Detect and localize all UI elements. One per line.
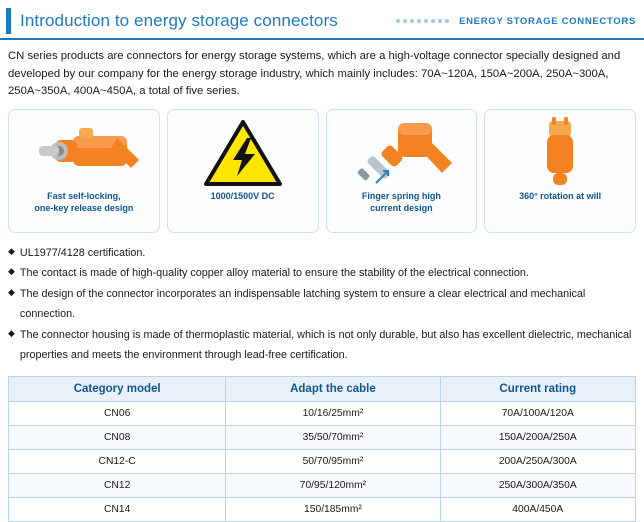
page-header — [0, 4, 644, 38]
bullet-text: The design of the connector incorporates an indispensable latching system to ensure a clear electrical and mechanical connection. — [19, 287, 586, 320]
feature-bullet-list — [0, 233, 644, 370]
table-header-cell: Current rating — [440, 376, 635, 401]
table-header-cell: Category model — [9, 376, 226, 401]
feature-card-caption — [356, 190, 447, 214]
feature-card-caption — [28, 190, 139, 214]
spec-table — [8, 376, 636, 522]
bullet-item — [8, 284, 634, 325]
feature-caption-line2: one-key release design — [34, 202, 134, 213]
table-header-row — [9, 376, 636, 401]
high-voltage-warning-icon — [168, 116, 318, 190]
feature-card-caption — [513, 190, 607, 202]
table-cell-current: 70A/100A/120A — [440, 401, 635, 425]
connector-orange-angled-icon — [9, 116, 159, 190]
header-accent-bar — [6, 8, 11, 34]
header-subtitle: ENERGY STORAGE CONNECTORS — [459, 15, 636, 27]
diamond-bullet-icon: ◆ — [8, 327, 15, 338]
diamond-bullet-icon: ◆ — [8, 286, 15, 297]
table-cell-model: CN12 — [9, 473, 226, 497]
page-root — [0, 4, 644, 515]
table-cell-current: 200A/250A/300A — [440, 449, 635, 473]
table-cell-cable: 150/185mm² — [226, 497, 440, 521]
bullet-text: The contact is made of high-quality copper alloy material to ensure the stability of the electrical connection. — [19, 267, 529, 279]
feature-card — [8, 109, 160, 233]
connector-spring-contact-icon — [327, 116, 477, 190]
page-title: Introduction to energy storage connectors — [20, 11, 338, 30]
table-row — [9, 497, 636, 521]
feature-card — [326, 109, 478, 233]
feature-caption-line1: 1000/1500V DC — [210, 190, 275, 201]
bullet-text: The connector housing is made of thermoplastic material, which is not only durable, but also has excellent dielectric, mechanical properties and meets the environment through lead-free certification. — [19, 328, 632, 361]
table-cell-current: 400A/450A — [440, 497, 635, 521]
table-cell-model: CN08 — [9, 425, 226, 449]
table-row — [9, 425, 636, 449]
table-cell-current: 150A/200A/250A — [440, 425, 635, 449]
intro-paragraph: CN series products are connectors for energy storage systems, which are a high-voltage connector specially designed and developed by our company for the energy storage industry, which mainly includes: 70A~120A, 150A~200A, 250A~300A, 250A~350A, 400A~450A, a total of five series. — [8, 50, 621, 97]
feature-card — [484, 109, 636, 233]
table-cell-current: 250A/300A/350A — [440, 473, 635, 497]
table-cell-model: CN14 — [9, 497, 226, 521]
table-row — [9, 401, 636, 425]
table-cell-cable: 10/16/25mm² — [226, 401, 440, 425]
bullet-text: UL1977/4128 certification. — [19, 246, 146, 259]
diamond-bullet-icon: ◆ — [8, 245, 15, 256]
feature-card-caption — [205, 190, 281, 202]
diamond-bullet-icon: ◆ — [8, 266, 15, 276]
table-header-cell: Adapt the cable — [226, 376, 440, 401]
spec-table-wrapper — [0, 370, 644, 522]
dot-separator-icon — [396, 19, 449, 23]
feature-caption-line2: current design — [370, 202, 433, 213]
feature-card — [167, 109, 319, 233]
feature-caption-line1: Finger spring high — [361, 190, 441, 201]
feature-caption-line1: 360° rotation at will — [519, 190, 602, 201]
table-cell-model: CN06 — [9, 401, 226, 425]
bullet-item — [8, 263, 634, 284]
bullet-item — [8, 325, 634, 366]
table-cell-model: CN12-C — [9, 449, 226, 473]
feature-card-list — [0, 105, 644, 233]
feature-caption-line1: Fast self-locking, — [47, 190, 121, 201]
table-row — [9, 473, 636, 497]
connector-rotating-plug-icon — [485, 116, 635, 190]
table-cell-cable: 50/70/95mm² — [226, 449, 440, 473]
header-right-group — [396, 16, 636, 27]
table-row — [9, 449, 636, 473]
bullet-item — [8, 243, 634, 264]
table-cell-cable: 35/50/70mm² — [226, 425, 440, 449]
table-cell-cable: 70/95/120mm² — [226, 473, 440, 497]
